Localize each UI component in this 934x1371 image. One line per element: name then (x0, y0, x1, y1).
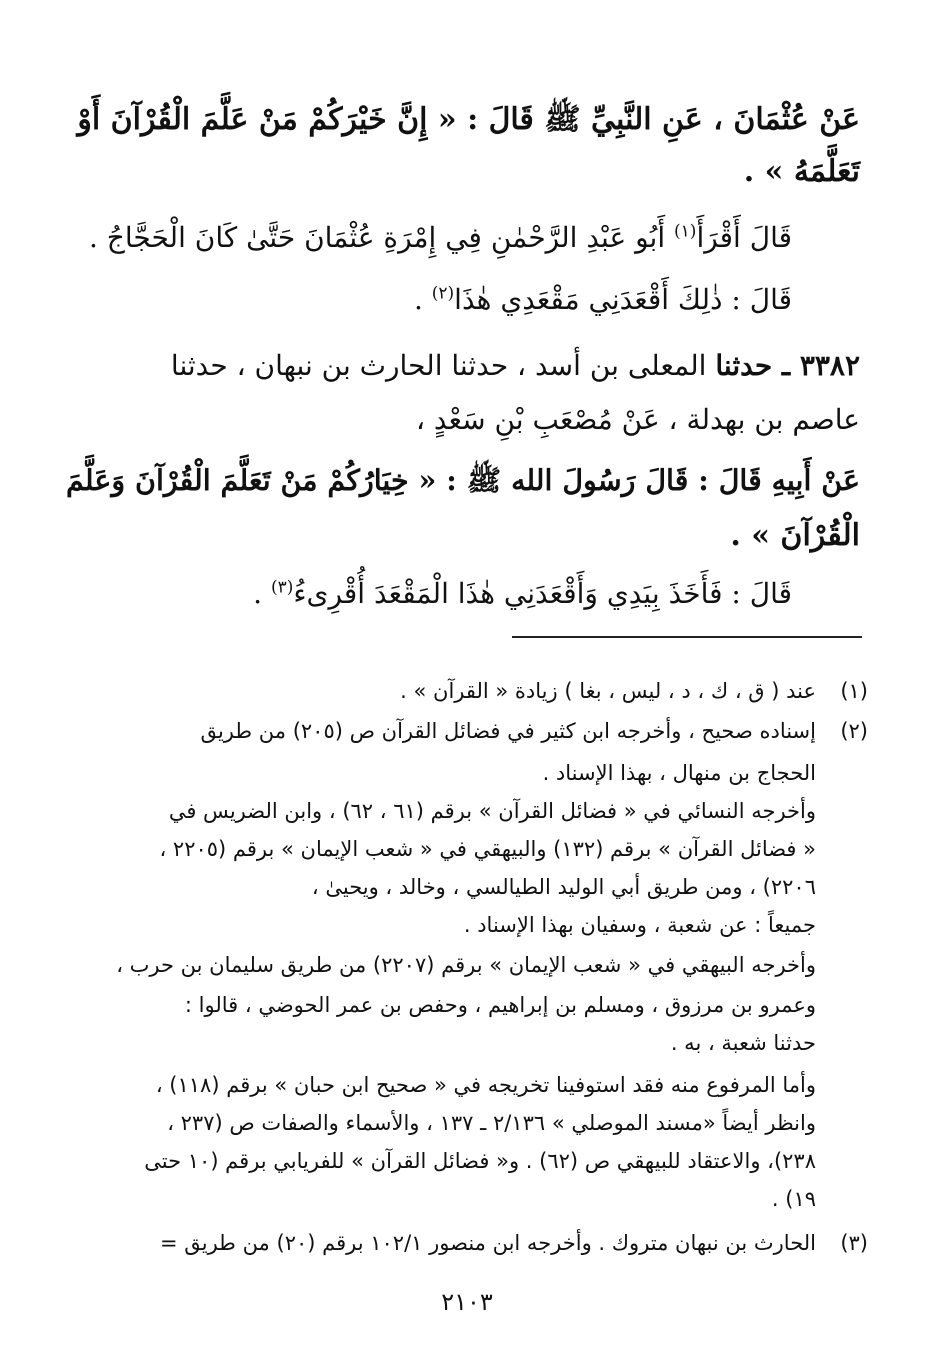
body-line-6: عاصم بن بهدلة ، عَنْ مُصْعَبِ بْنِ سَعْدٍ ، (415, 403, 860, 436)
body-line-7: عَنْ أَبِيهِ قَالَ : قَالَ رَسُولَ الله ﷺ : « خِيَارُكُمْ مَنْ تَعَلَّمَ الْقُرْآنَ وَعَلَّمَ (65, 463, 860, 497)
footnote-2-line-12: ٢٣٨)، والاعتقاد للبيهقي ص (٦٢) . و« فضائل القرآن » للفريابي برقم (١٠ حتى (144, 1149, 816, 1173)
footnote-2-line-2: الحجاج بن منهال ، بهذا الإسناد . (542, 761, 816, 785)
body-line-1: عَنْ عُثْمَانَ ، عَنِ النَّبِيِّ ﷺ قَالَ : « إِنَّ خَيْرَكُمْ مَنْ عَلَّمَ الْقُرْآنَ أَوْ (77, 102, 860, 137)
footnote-2-line-10: وأما المرفوع منه فقد استوفينا تخريجه في « صحيح ابن حبان » برقم (١١٨) ، (155, 1073, 816, 1097)
footnote-ref-2: (٢) (431, 283, 455, 304)
body-line-9: قَالَ : فَأَخَذَ بِيَدِي وَأَقْعَدَنِي هٰذَا الْمَقْعَدَ أُقْرِىءُ$^{(٣)}$ . (253, 577, 792, 610)
hadith-number: ٣٣٨٢ ـ حدثنا (715, 349, 860, 382)
footnote-2-line-5: ٢٢٠٦) ، ومن طريق أبي الوليد الطيالسي ، وخالد ، ويحيىٰ ، (311, 875, 816, 899)
footnote-number-3: (٣) (840, 1231, 868, 1255)
body-line-5: ٣٣٨٢ ـ حدثنا المعلى بن أسد ، حدثنا الحارث بن نبهان ، حدثنا (170, 349, 860, 382)
footnote-separator (512, 636, 862, 638)
body-line-4: قَالَ : ذٰلِكَ أَقْعَدَنِي مَقْعَدِي هٰذَا$^{(٢)}$ . (413, 283, 792, 316)
footnote-2-line-13: ١٩) . (771, 1187, 816, 1211)
footnote-ref-3: (٣) (270, 577, 294, 598)
body-line-3: قَالَ أَقْرَأَ$^{(١)}$ أَبُو عَبْدِ الرَّحْمٰنِ فِي إِمْرَةِ عُثْمَانَ حَتَّىٰ كَانَ الْحَجَّاجُ . (89, 221, 792, 254)
footnote-2-line-7: وأخرجه البيهقي في « شعب الإيمان » برقم (٢٢٠٧) من طريق سليمان بن حرب ، (116, 953, 816, 977)
footnote-number-1: (١) (840, 679, 868, 703)
footnote-2-line-4: « فضائل القرآن » برقم (١٣٢) والبيهقي في « شعب الإيمان » برقم (٢٢٠٥ ، (159, 837, 816, 861)
footnote-2-line-6: جميعاً : عن شعبة ، وسفيان بهذا الإسناد . (463, 913, 816, 937)
footnote-1-line-1: عند ( ق ، ك ، د ، ليس ، بغا ) زيادة « القرآن » . (400, 679, 816, 703)
footnote-3-line-1: الحارث بن نبهان متروك . وأخرجه ابن منصور ١٠٢/١ برقم (٢٠) من طريق = (159, 1231, 816, 1255)
footnote-ref-1: (١) (674, 221, 697, 242)
footnote-2-line-9: حدثنا شعبة ، به . (670, 1031, 816, 1055)
body-line-2: تَعَلَّمَهُ » . (743, 154, 860, 189)
footnote-number-2: (٢) (840, 719, 868, 743)
footnote-2-line-1: إسناده صحيح ، وأخرجه ابن كثير في فضائل القرآن ص (٢٠٥) من طريق (200, 719, 816, 743)
page-number: ٢١٠٣ (441, 1288, 493, 1316)
footnote-2-line-11: وانظر أيضاً «مسند الموصلي » ٢/١٣٦ ـ ١٣٧ ، والأسماء والصفات ص (٢٣٧ ، (167, 1111, 816, 1135)
footnote-2-line-8: وعمرو بن مرزوق ، ومسلم بن إبراهيم ، وحفص بن عمر الحوضي ، قالوا : (184, 993, 816, 1017)
footnote-2-line-3: وأخرجه النسائي في « فضائل القرآن » برقم (٦١ ، ٦٢) ، وابن الضريس في (168, 799, 816, 823)
body-line-8: الْقُرْآنَ » . (730, 518, 860, 553)
